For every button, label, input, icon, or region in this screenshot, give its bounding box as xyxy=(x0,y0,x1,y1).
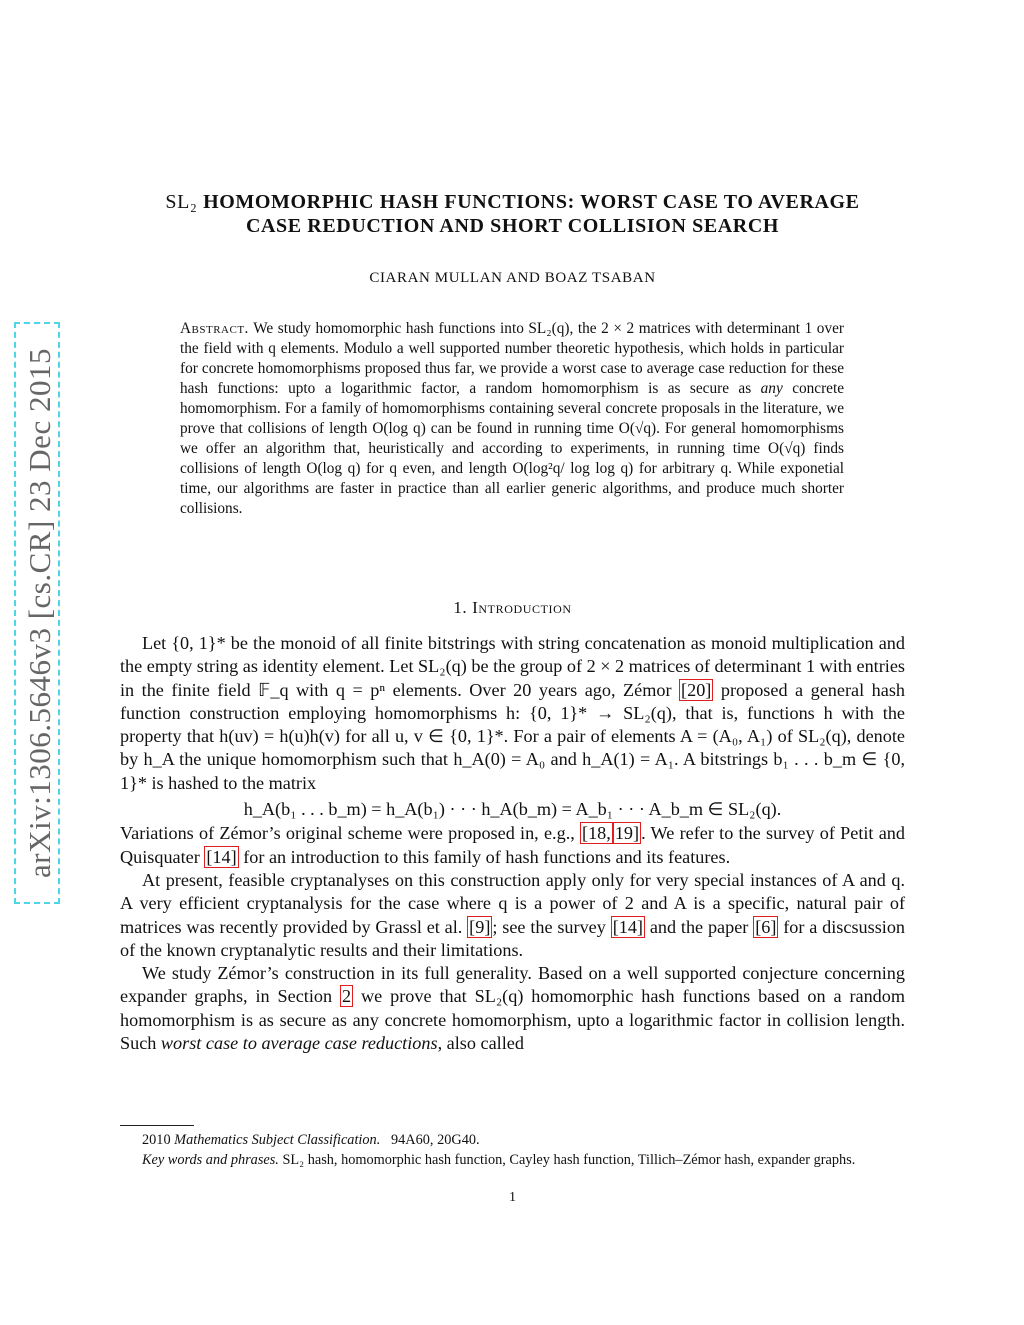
paragraph-3-text-b: ; see the survey xyxy=(492,916,606,937)
display-equation: h_A(b₁ . . . b_m) = h_A(b₁) · · · h_A(b_m) = A_b₁ · · · A_b_m ∈ SL₂(q). xyxy=(243,799,782,820)
paragraph-1-text-b: proposed a general hash function construction employing homomorphisms h: {0, 1}* → SL₂(q), that is, functions h with the property that h(uv) = h(u)h(v) for all u, v ∈ {0, 1}*. For a pair of elements A = (A₀, A₁) of SL₂(q), denote by h_A the unique homomorphism such that h_A(0) = A₀ and h_A(1) = A₁. A bitstrings b₁ . . . b_m ∈ {0, 1}* is hashed to the matrix xyxy=(120,679,906,793)
title-line-2: CASE REDUCTION AND SHORT COLLISION SEARCH xyxy=(245,215,780,237)
section-heading xyxy=(120,598,905,618)
paragraph-4-text-b: we prove that SL₂(q) homomorphic hash functions based on a random homomorphism is as secure as any concrete homomorphism, upto a logarithmic factor in collision length. Such xyxy=(120,986,906,1054)
paragraph-2-text-c: for an introduction to this family of hash functions and its features. xyxy=(243,846,731,867)
keywords-label: Key words and phrases. xyxy=(142,1152,279,1168)
abstract-emphasis: any xyxy=(760,380,783,397)
paragraph-3-text-c: and the paper xyxy=(649,916,749,937)
title-prefix: SL₂ xyxy=(165,191,198,213)
authors: CIARAN MULLAN AND BOAZ TSABAN xyxy=(369,270,656,286)
paragraph-4-emphasis: worst case to average case reductions xyxy=(160,1033,438,1054)
paragraph-1 xyxy=(120,632,905,795)
paragraph-2-text-b: . We refer to the survey of Petit and Quisquater xyxy=(120,823,905,867)
paragraph-4-text-a: We study Zémor’s construction in its full generality. Based on a well supported conjecture concerning expander graphs, in Section xyxy=(120,963,905,1007)
footnote-msc xyxy=(120,1130,905,1150)
section-2-link[interactable]: 2 xyxy=(342,986,352,1007)
abstract-text-1: We study homomorphic hash functions into SL₂(q), the 2 × 2 matrices with determinant 1 over the field with q elements. Modulo a well supported number theoretic hypothesis, which holds in particular for concrete homomorphisms proposed thus far, we provide a worst case to average case reduction for these hash functions: upto a logarithmic factor, a random homomorphism is as secure as xyxy=(180,320,844,397)
citation-14b[interactable]: [14] xyxy=(612,916,643,937)
paragraph-1-text-a: Let {0, 1}* be the monoid of all finite bitstrings with string concatenation as monoid multiplication and the empty string as identity element. Let SL₂(q) be the group of 2 × 2 matrices of determinant 1 with entries in the finite field 𝔽_q with q = pⁿ elements. Over 20 years ago, Zémor xyxy=(120,633,905,700)
paragraph-4 xyxy=(120,962,905,1055)
section-title: Introduction xyxy=(472,598,572,617)
page-number: 1 xyxy=(509,1190,516,1205)
abstract-label: Abstract. xyxy=(180,320,249,337)
body-text xyxy=(120,632,905,1055)
arxiv-identifier: arXiv:1306.5646v3 [cs.CR] 23 Dec 2015 xyxy=(22,348,57,878)
keywords-text: SL₂ hash, homomorphic hash function, Cayley hash function, Tillich–Zémor hash, expander graphs. xyxy=(282,1152,856,1168)
msc-year: 2010 xyxy=(142,1132,171,1148)
footnote-keywords xyxy=(120,1150,905,1170)
paragraph-2 xyxy=(120,822,905,869)
paper-title xyxy=(120,190,905,238)
citation-6[interactable]: [6] xyxy=(755,916,777,937)
footnote-rule xyxy=(120,1125,194,1126)
msc-codes: 94A60, 20G40. xyxy=(391,1132,480,1148)
paragraph-4-text-c: , also called xyxy=(437,1033,524,1054)
paragraph-3 xyxy=(120,869,905,962)
msc-label: Mathematics Subject Classification. xyxy=(174,1132,381,1148)
paragraph-2-text-a: Variations of Zémor’s original scheme were proposed in, e.g., xyxy=(120,823,575,844)
title-line-1: HOMOMORPHIC HASH FUNCTIONS: WORST CASE TO AVERAGE xyxy=(203,191,860,213)
paragraph-3-text-a: At present, feasible cryptanalyses on this construction apply only for very special instances of A and q. A very efficient cryptanalysis for the case where q is a power of 2 and A is a specific, natural pair of matrices was recently provided by Grassl et al. xyxy=(120,869,905,937)
citation-18[interactable]: [18, xyxy=(582,823,611,844)
citation-19[interactable]: 19] xyxy=(614,823,640,844)
citation-9[interactable]: [9] xyxy=(469,916,491,937)
citation-14[interactable]: [14] xyxy=(206,846,237,867)
footnote xyxy=(120,1130,905,1170)
section-number: 1. xyxy=(453,598,468,617)
abstract-text-2: concrete homomorphism. For a family of homomorphisms containing several concrete proposals in the literature, we prove that collisions of length O(log q) can be found in running time O(√q). For general homomorphisms we offer an algorithm that, heuristically and according to experiments, in running time O(√q) finds collisions of length O(log q) for q even, and length O(log²q/ log log q) for arbitrary q. While exponetial time, our algorithms are faster in practice than all earlier generic algorithms, and produce much shorter collisions. xyxy=(180,380,844,517)
citation-20[interactable]: [20] xyxy=(681,679,712,700)
paragraph-3-text-d: for a discsussion of the known cryptanalytic results and their limitations. xyxy=(120,916,906,960)
abstract xyxy=(180,319,844,519)
